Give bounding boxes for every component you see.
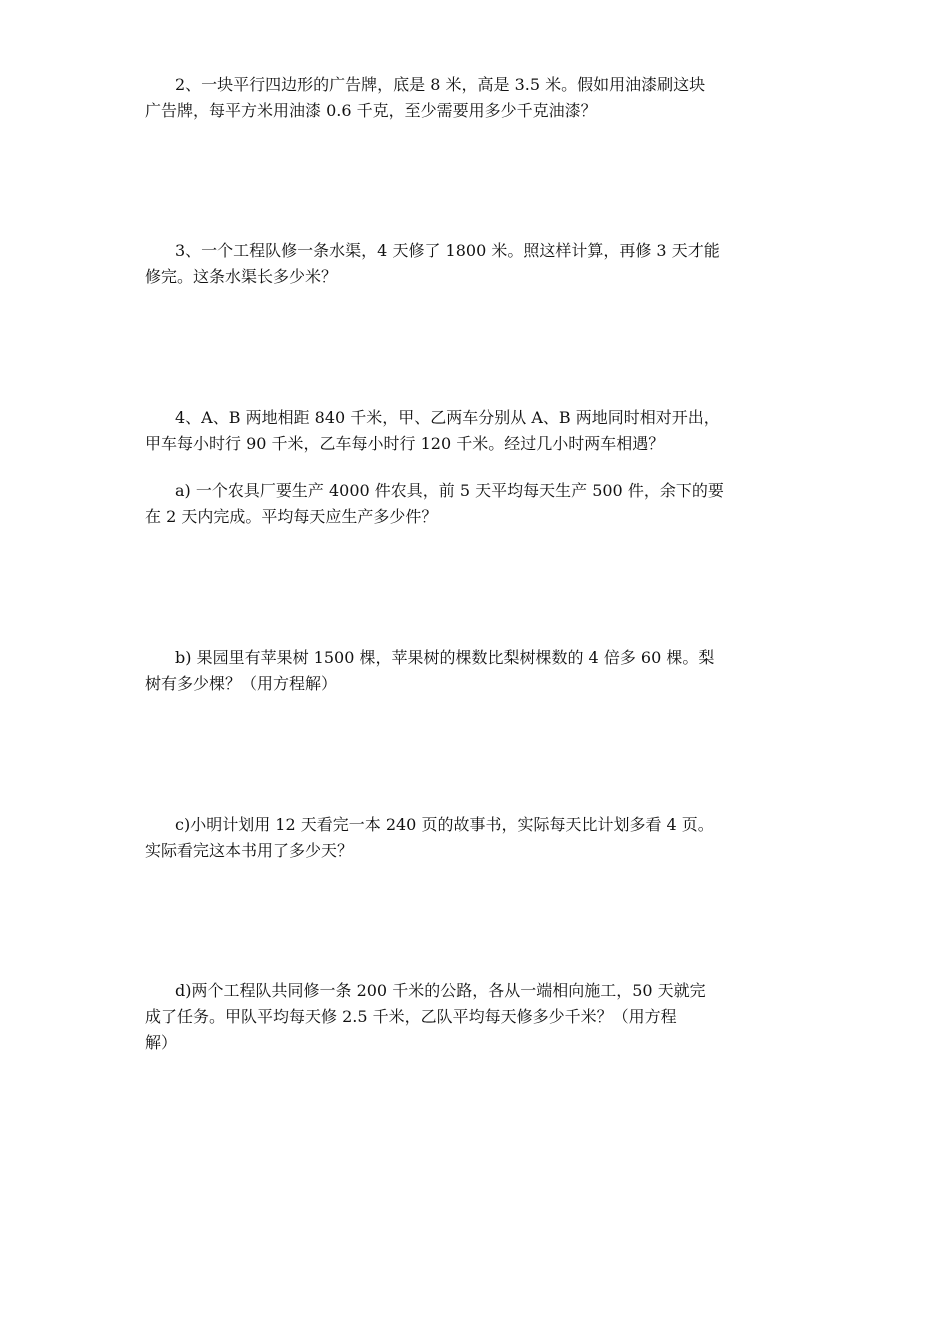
- problem-line: 甲车每小时行 90 千米，乙车每小时行 120 千米。经过几小时两车相遇？: [145, 434, 665, 453]
- problem-3: [145, 238, 817, 290]
- problem-d: [145, 978, 817, 1056]
- problem-a: [145, 478, 817, 530]
- problem-line: d)两个工程队共同修一条 200 千米的公路，各从一端相向施工，50 天就完: [175, 981, 706, 1000]
- problem-line: 4、A、B 两地相距 840 千米，甲、乙两车分别从 A、B 两地同时相对开出，: [175, 408, 720, 427]
- problem-b: [145, 645, 817, 697]
- problem-line: 成了任务。甲队平均每天修 2.5 千米，乙队平均每天修多少千米？（用方程: [145, 1007, 677, 1026]
- problem-line: 在 2 天内完成。平均每天应生产多少件？: [145, 507, 438, 526]
- problem-4: [145, 405, 817, 457]
- problem-line: 树有多少棵？（用方程解）: [145, 674, 338, 693]
- problem-line: 实际看完这本书用了多少天？: [145, 841, 354, 860]
- problem-line: 2、一块平行四边形的广告牌，底是 8 米，高是 3.5 米。假如用油漆刷这块: [175, 75, 706, 94]
- problem-line: 解）: [145, 1033, 178, 1052]
- problem-line: 修完。这条水渠长多少米？: [145, 267, 338, 286]
- problem-c: [145, 812, 817, 864]
- problem-2: [145, 72, 817, 124]
- problem-line: c)小明计划用 12 天看完一本 240 页的故事书，实际每天比计划多看 4 页。: [175, 815, 714, 834]
- problem-line: a) 一个农具厂要生产 4000 件农具，前 5 天平均每天生产 500 件，余下的要: [175, 481, 724, 500]
- problem-line: 广告牌，每平方米用油漆 0.6 千克，至少需要用多少千克油漆？: [145, 101, 597, 120]
- problem-line: b) 果园里有苹果树 1500 棵，苹果树的棵数比梨树棵数的 4 倍多 60 棵。梨: [175, 648, 715, 667]
- problem-line: 3、一个工程队修一条水渠，4 天修了 1800 米。照这样计算，再修 3 天才能: [175, 241, 720, 260]
